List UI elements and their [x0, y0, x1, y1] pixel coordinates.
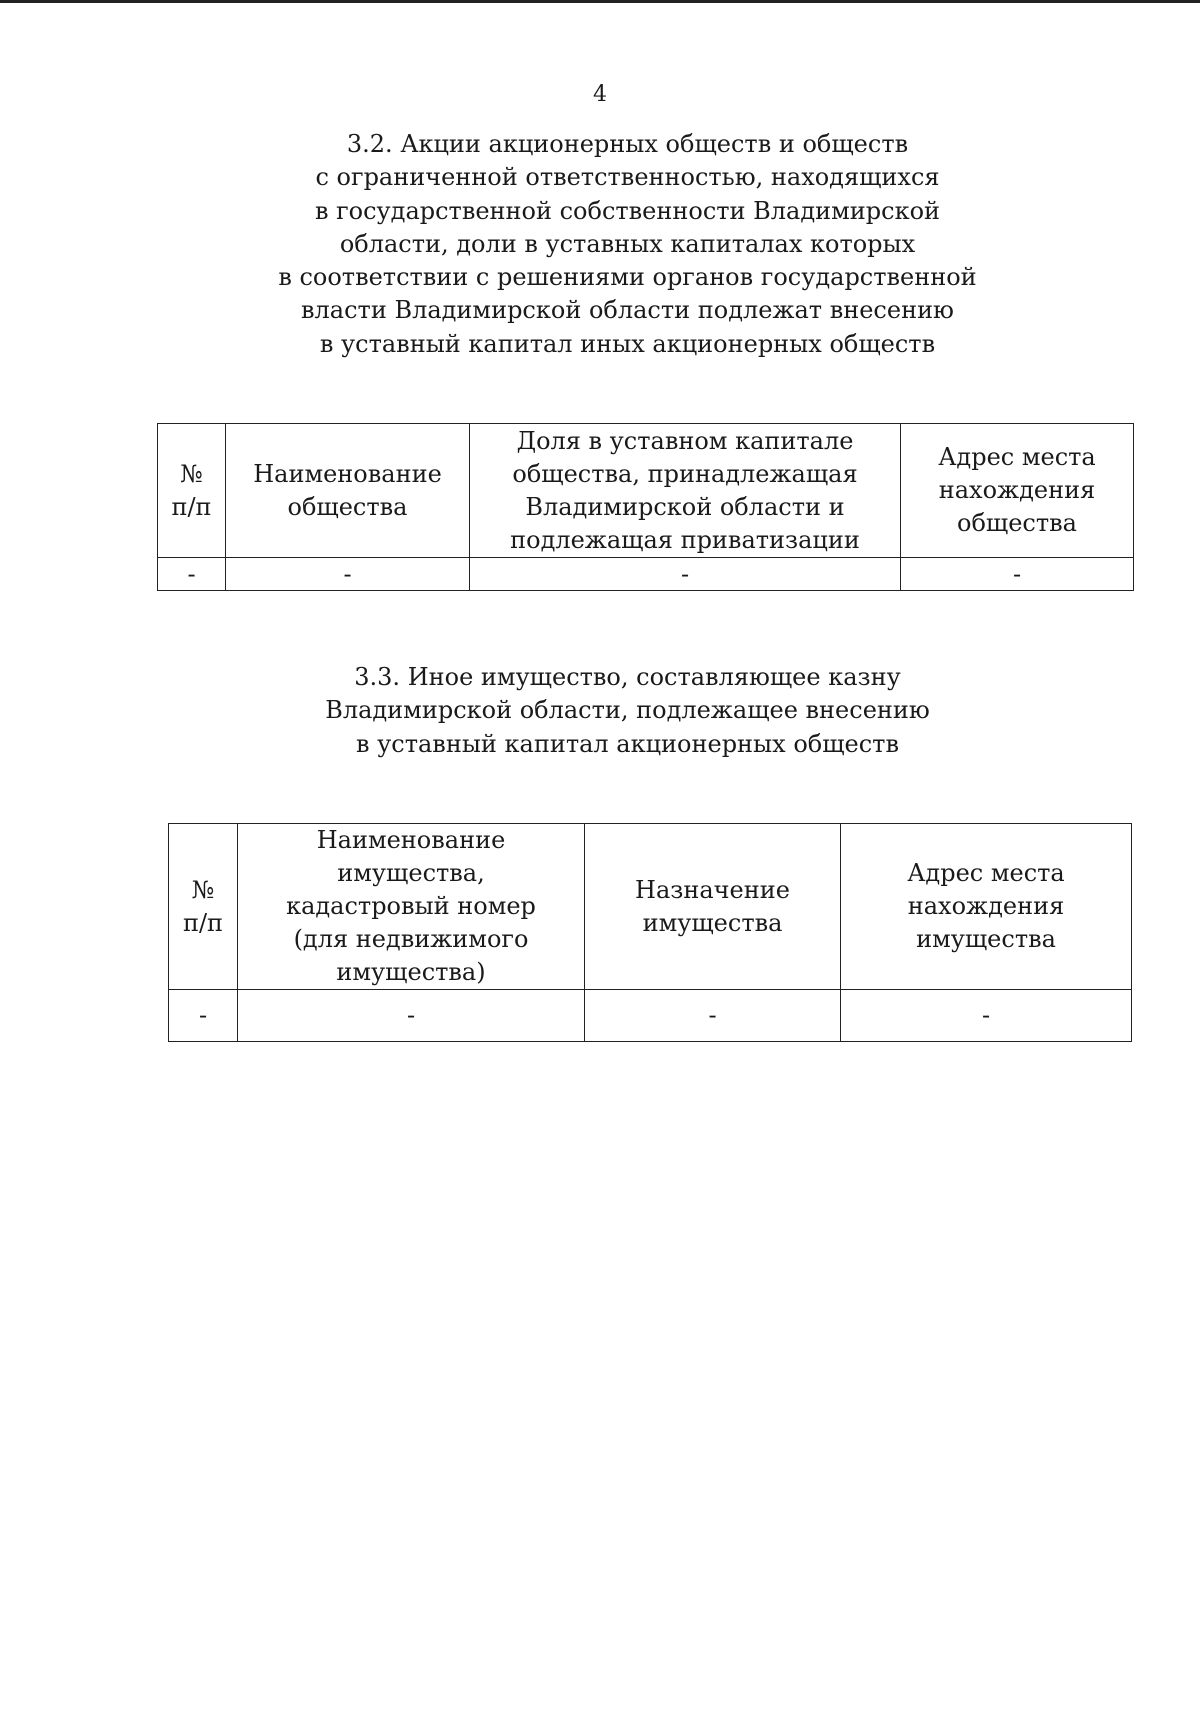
page-number: 4	[593, 82, 607, 107]
heading-line: 3.3. Иное имущество, составляющее казну	[354, 663, 901, 691]
col-number-header: № п/п	[158, 424, 226, 558]
top-border-line	[0, 0, 1200, 3]
heading-line: в уставный капитал иных акционерных обществ	[319, 329, 936, 358]
section-3-3-heading	[0, 661, 1200, 761]
table-row	[169, 990, 1132, 1042]
table-cell: -	[901, 558, 1134, 591]
col-property-name-header: Наименование имущества, кадастровый номер (для недвижимого имущества)	[238, 824, 585, 990]
table-cell: -	[841, 990, 1132, 1042]
table-cell: -	[226, 558, 470, 591]
heading-line: в соответствии с решениями органов государственной	[278, 263, 977, 292]
col-purpose-header: Назначение имущества	[585, 824, 841, 990]
col-address-header: Адрес места нахождения имущества	[841, 824, 1132, 990]
table-cell: -	[470, 558, 901, 591]
table-header-row	[169, 824, 1132, 990]
table-cell: -	[238, 990, 585, 1042]
table-row	[158, 558, 1134, 591]
heading-line: с ограниченной ответственностью, находящихся	[315, 163, 940, 192]
heading-line: Владимирской области, подлежащее внесению	[325, 696, 930, 725]
table-header-row	[158, 424, 1134, 558]
col-number-header: № п/п	[169, 824, 238, 990]
heading-line: 3.2. Акции акционерных обществ и обществ	[346, 130, 909, 158]
table-cell: -	[585, 990, 841, 1042]
table-cell: -	[169, 990, 238, 1042]
col-address-header: Адрес места нахождения общества	[901, 424, 1134, 558]
heading-line: области, доли в уставных капиталах которых	[339, 229, 916, 258]
table-cell: -	[158, 558, 226, 591]
section-3-2-heading	[0, 128, 1200, 361]
heading-line: в уставный капитал акционерных обществ	[356, 729, 899, 758]
col-share-header: Доля в уставном капитале общества, принадлежащая Владимирской области и подлежащая приватизации	[470, 424, 901, 558]
shares-table	[157, 423, 1134, 591]
property-table	[168, 823, 1132, 1042]
heading-line: в государственной собственности Владимирской	[314, 196, 941, 225]
heading-line: власти Владимирской области подлежат внесению	[301, 296, 954, 325]
col-company-name-header: Наименование общества	[226, 424, 470, 558]
